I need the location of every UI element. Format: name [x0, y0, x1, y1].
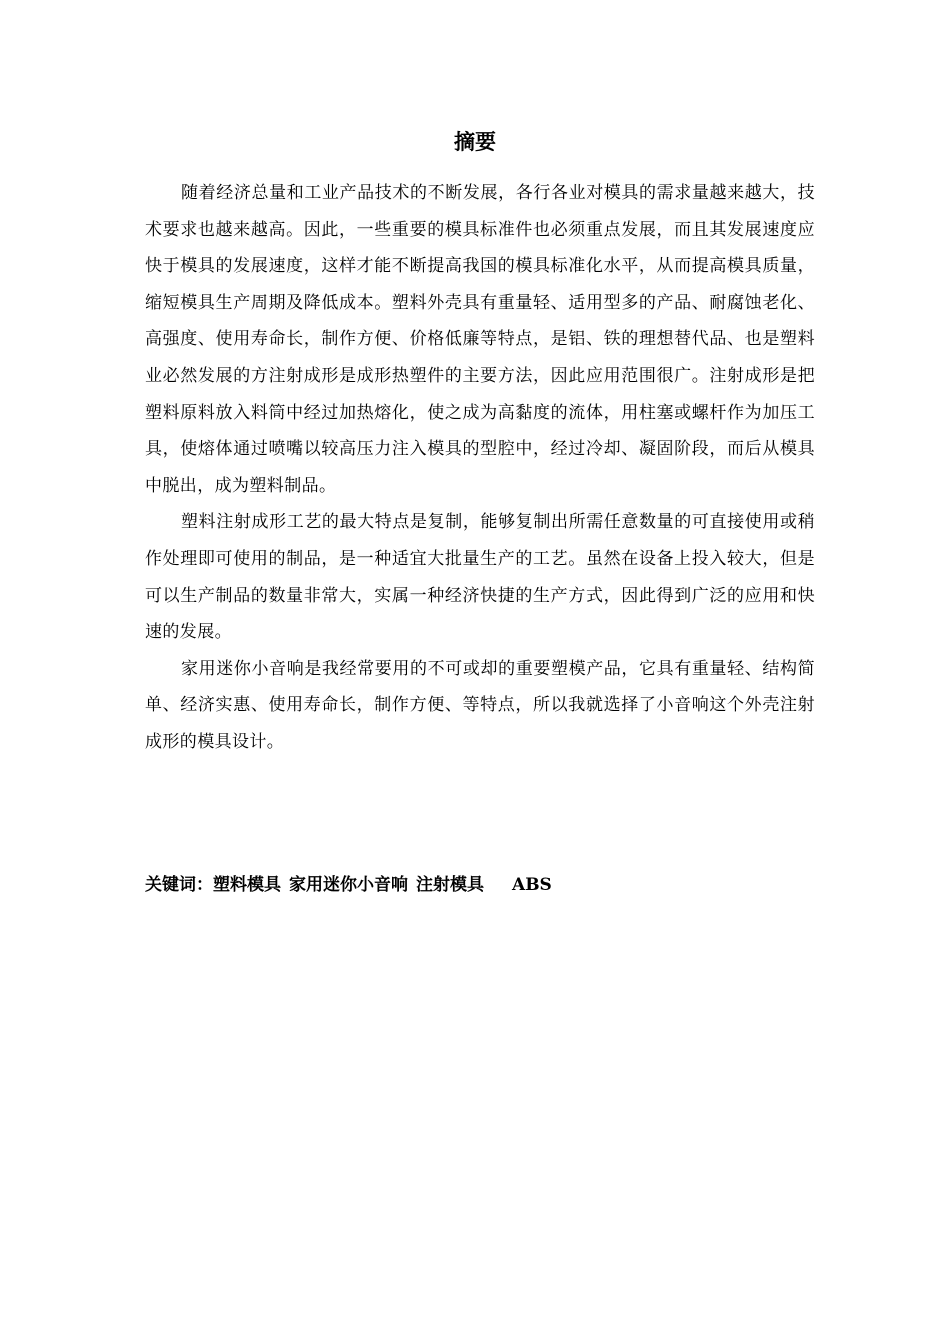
page-title: 摘要 — [454, 130, 496, 154]
abstract-paragraph-2: 塑料注射成形工艺的最大特点是复制，能够复制出所需任意数量的可直接使用或稍作处理即可使用的制品，是一种适宜大批量生产的工艺。虽然在设备上投入较大，但是可以生产制品的数量非常大，实属一种经济快捷的生产方式，因此得到广泛的应用和快速的发展。 — [145, 512, 815, 643]
keyword-item: 塑料模具 — [213, 875, 281, 895]
keyword-item: 注射模具 — [416, 875, 484, 895]
keywords-line — [145, 871, 815, 899]
abstract-body — [145, 175, 815, 761]
abstract-paragraph-1: 随着经济总量和工业产品技术的不断发展，各行各业对模具的需求量越来越大，技术要求也越来越高。因此，一些重要的模具标准件也必须重点发展，而且其发展速度应快于模具的发展速度，这样才能不断提高我国的模具标准化水平，从而提高模具质量，缩短模具生产周期及降低成本。塑料外壳具有重量轻、适用型多的产品、耐腐蚀老化、高强度、使用寿命长，制作方便、价格低廉等特点，是铝、铁的理想替代品、也是塑料业必然发展的方注射成形是成形热塑件的主要方法，因此应用范围很广。注射成形是把塑料原料放入料筒中经过加热熔化，使之成为高黏度的流体，用柱塞或螺杆作为加压工具，使熔体通过喷嘴以较高压力注入模具的型腔中，经过冷却、凝固阶段，而后从模具中脱出，成为塑料制品。 — [145, 183, 815, 496]
keyword-item: 家用迷你小音响 — [289, 875, 408, 895]
abstract-paragraph-3: 家用迷你小音响是我经常要用的不可或却的重要塑模产品，它具有重量轻、结构简单、经济实惠、使用寿命长，制作方便、等特点，所以我就选择了小音响这个外壳注射成形的模具设计。 — [145, 658, 815, 752]
keyword-item: ABS — [512, 875, 552, 895]
keywords-label: 关键词： — [145, 875, 213, 895]
